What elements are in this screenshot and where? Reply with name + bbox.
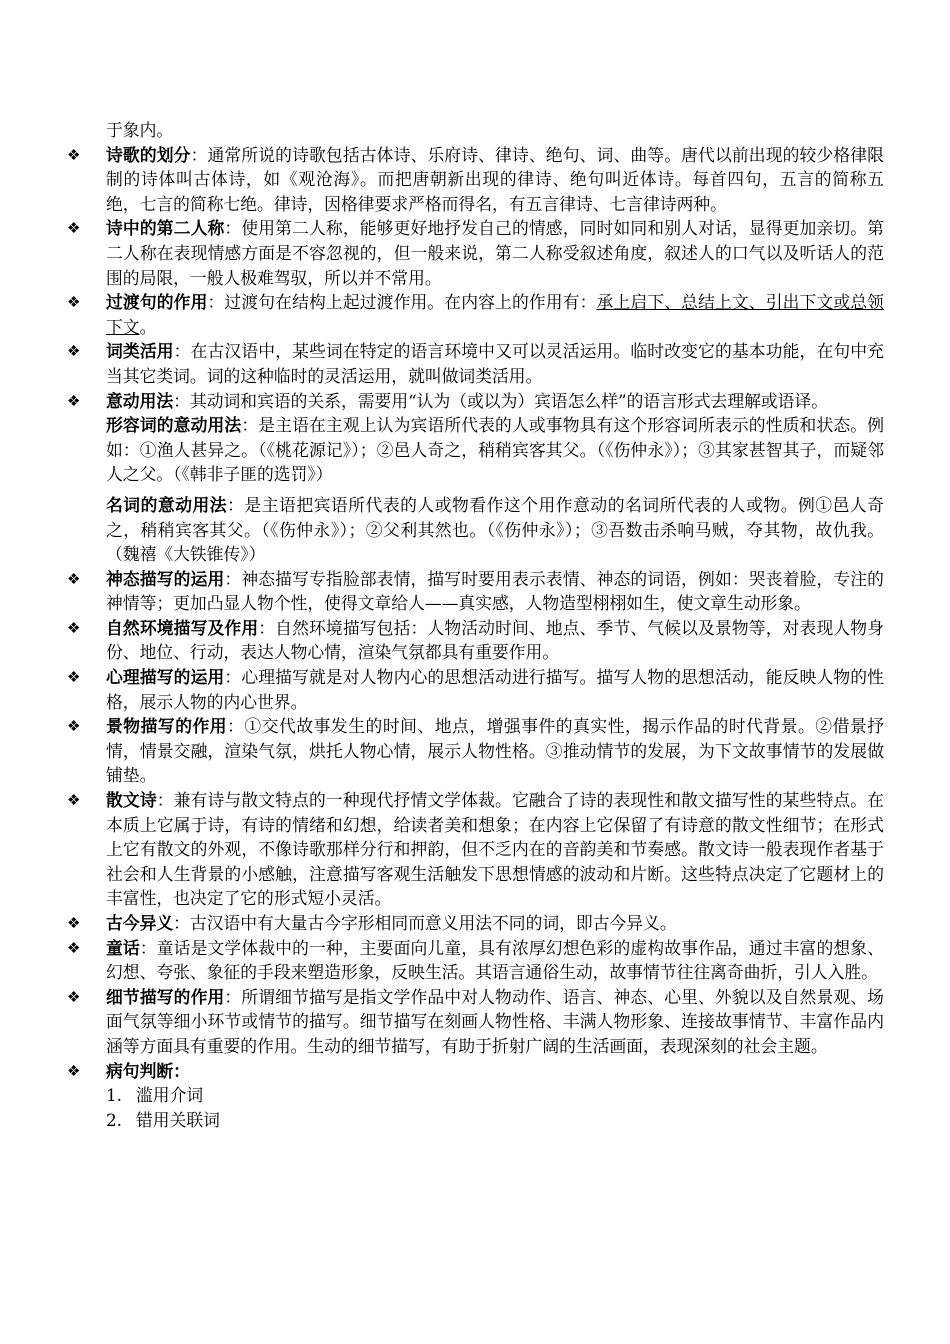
diamond-bullet-icon: ❖ [67,342,81,361]
entry-sep: ： [173,1060,190,1081]
entry-text: 其动词和宾语的关系，需要用“认为（或以为）宾语怎么样”的语言形式去理解或语译。 [189,390,829,411]
diamond-bullet-icon: ❖ [67,717,81,736]
sick-sentence-list [106,1083,884,1132]
list-number: 2. [106,1109,123,1130]
diamond-bullet-icon: ❖ [67,987,81,1006]
sub-term: 形容词的意动用法 [106,415,242,436]
entry-text: 神态描写专指脸部表情，描写时要用表示表情、神态的词语，例如：哭丧着脸，专注的神情等；更加凸显人物个性，使得文章给人——真实感，人物造型栩栩如生，使文章生动形象。 [106,568,884,614]
diamond-bullet-icon: ❖ [67,569,81,588]
sub-sep: ： [241,415,259,436]
entry-term: 诗中的第二人称 [106,218,225,239]
diamond-bullet-icon: ❖ [67,1061,81,1080]
diamond-bullet-icon: ❖ [67,938,81,957]
entry-text: 兼有诗与散文特点的一种现代抒情文学体裁。它融合了诗的表现性和散文描写性的某些特点。在本质上它属于诗，有诗的情绪和幻想，给读者美和想象；在内容上它保留了有诗意的散文性细节；在形式上它有散文的外观，不像诗歌那样分行和押韵，但不乏内在的音韵美和节奏感。散文诗一般表现作者基于社会和人生背景的小感触，注意描写客观生活触发下思想情感的波动和片断。这些特点决定了它题材上的丰富性，也决定了它的形式短小灵活。 [106,790,884,909]
entry-scenery-description [67,714,884,788]
entry-term: 词类活用 [106,341,174,362]
entry-fairy-tale [67,936,884,985]
entry-second-person [67,216,884,290]
sub-entry-adjective-putative [106,413,884,487]
underlined-text: 承上启下、总结上文、引出下文或总领下文 [106,292,884,337]
entry-text: 自然环境描写包括：人物活动时间、地点、季节、气候以及景物等，对表现人物身份、地位、行动，表达人物心情，渲染气氛都具有重要作用。 [106,617,884,663]
diamond-bullet-icon: ❖ [67,618,81,637]
entry-text: 古汉语中有大量古今字形相同而意义用法不同的词，即古今异义。 [189,913,677,933]
entry-sep: ： [139,937,157,958]
entry-sep: ： [173,913,190,933]
entry-prose-poem [67,788,884,911]
continuation-text: 于象内。 [106,120,174,140]
entry-text: ①交代故事发生的时间、地点，增强事件的真实性，揭示作品的时代背景。②借景抒情，情景交融，渲染气氛，烘托人物心情，展示人物性格。③推动情节的发展，为下文故事情节的发展做铺垫。 [106,716,884,786]
entry-term: 自然环境描写及作用 [106,617,259,638]
entry-text: 过渡句在结构上起过渡作用。在内容上的作用有： [224,292,597,313]
entry-putative-usage [67,389,884,414]
entry-sep: ： [190,144,208,165]
list-item [106,1083,884,1108]
entry-sep: ： [258,617,276,638]
entry-term: 意动用法 [106,390,174,411]
sub-sep: ： [227,494,245,515]
entry-term: 诗歌的划分 [106,144,191,165]
list-item [106,1108,884,1133]
entry-text: 所谓细节描写是指文学作品中对人物动作、语言、神态、心里、外貌以及自然景观、场面气氛等细小环节或情节的描写。细节描写在刻画人物性格、丰满人物形象、连接故事情节、丰富作品内涵等方面具有重要的作用。生动的细节描写，有助于折射广阔的生活画面，表现深刻的社会主题。 [106,986,884,1056]
diamond-bullet-icon: ❖ [67,145,81,164]
entry-term: 心理描写的运用 [106,667,225,688]
diamond-bullet-icon: ❖ [67,791,81,810]
sub-text: 是主语在主观上认为宾语所代表的人或事物具有这个形容词所表示的性质和状态。例如：①渔人甚异之。（《桃花源记》）；②邑人奇之，稍稍宾客其父。（《伤仲永》）；③其家甚智其子，而疑邻人之父。（《韩非子匪的选罚》） [106,415,884,485]
list-text: 滥用介词 [136,1085,204,1106]
entry-sep: ： [173,390,190,411]
entry-term: 病句判断 [106,1060,174,1081]
entry-term: 古今异义 [106,913,174,933]
diamond-bullet-icon: ❖ [67,391,81,410]
entry-sep: ： [224,667,242,688]
entry-text: 心理描写就是对人物内心的思想活动进行描写。描写人物的思想活动，能反映人物的性格，展示人物的内心世界。 [106,667,884,712]
entry-text: 童话是文学体裁中的一种，主要面向儿童，具有浓厚幻想色彩的虚构故事作品，通过丰富的想象、幻想、夸张、象征的手段来塑造形象，反映生活。其语言通俗生动，故事情节往往离奇曲折，引人入胜。 [106,937,884,983]
list-text: 错用关联词 [136,1109,220,1130]
entry-text: 通常所说的诗歌包括古体诗、乐府诗、律诗、绝句、词、曲等。唐代以前出现的较少格律限制的诗体叫古体诗，如《观沧海》。而把唐朝新出现的律诗、绝句叫近体诗。每首四句，五言的简称五绝，七言的简称七绝。律诗，因格律要求严格而得名，有五言律诗、七言律诗两种。 [106,144,884,214]
entry-text: 使用第二人称，能够更好地抒发自己的情感，同时如同和别人对话，显得更加亲切。第二人称在表现情感方面是不容忽视的，但一般来说，第二人称受叙述角度，叙述人的口气以及听话人的范围的局限，一般人极难驾驭，所以并不常用。 [106,218,884,288]
sub-term: 名词的意动用法 [106,494,228,515]
entry-term: 过渡句的作用 [106,292,208,313]
entry-sep: ： [156,790,174,811]
entry-transition-sentence [67,290,884,339]
document-page [0,118,950,1132]
entry-sep: ： [173,341,191,362]
entry-ancient-modern-meaning [67,911,884,936]
entry-tail: 。 [139,316,157,337]
entry-sep: ： [207,292,225,313]
entry-sick-sentence [67,1059,884,1084]
entry-expression-description [67,567,884,616]
sub-entry-noun-putative [106,493,884,567]
list-number: 1. [106,1085,123,1106]
entry-term: 散文诗 [106,790,157,811]
entry-term: 神态描写的运用 [106,568,225,589]
entry-term: 细节描写的作用 [106,986,225,1007]
diamond-bullet-icon: ❖ [67,914,81,932]
entry-psychological-description [67,665,884,714]
entry-detail-description [67,985,884,1059]
entry-word-class-shift [67,339,884,388]
diamond-bullet-icon: ❖ [67,219,81,238]
entry-poetry-division [67,143,884,217]
entry-natural-environment [67,616,884,665]
diamond-bullet-icon: ❖ [67,293,81,312]
diamond-bullet-icon: ❖ [67,668,81,687]
entry-sep: ： [224,218,242,239]
entry-sep: ： [224,986,242,1007]
entry-sep: ： [224,568,242,589]
entry-text: 在古汉语中，某些词在特定的语言环境中又可以灵活运用。临时改变它的基本功能，在句中充当其它类词。词的这种临时的灵活运用，就叫做词类活用。 [106,341,884,386]
entry-term: 童话 [106,937,140,958]
entry-sep: ： [227,716,245,737]
entry-term: 景物描写的作用 [106,716,228,737]
sub-text: 是主语把宾语所代表的人或物看作这个用作意动的名词所代表的人或物。例①邑人奇之，稍稍宾客其父。（《伤仲永》）；②父利其然也。（《伤仲永》）；③吾数击杀响马贼，夺其物，故仇我。（魏禧《大铁锥传》） [106,494,884,565]
